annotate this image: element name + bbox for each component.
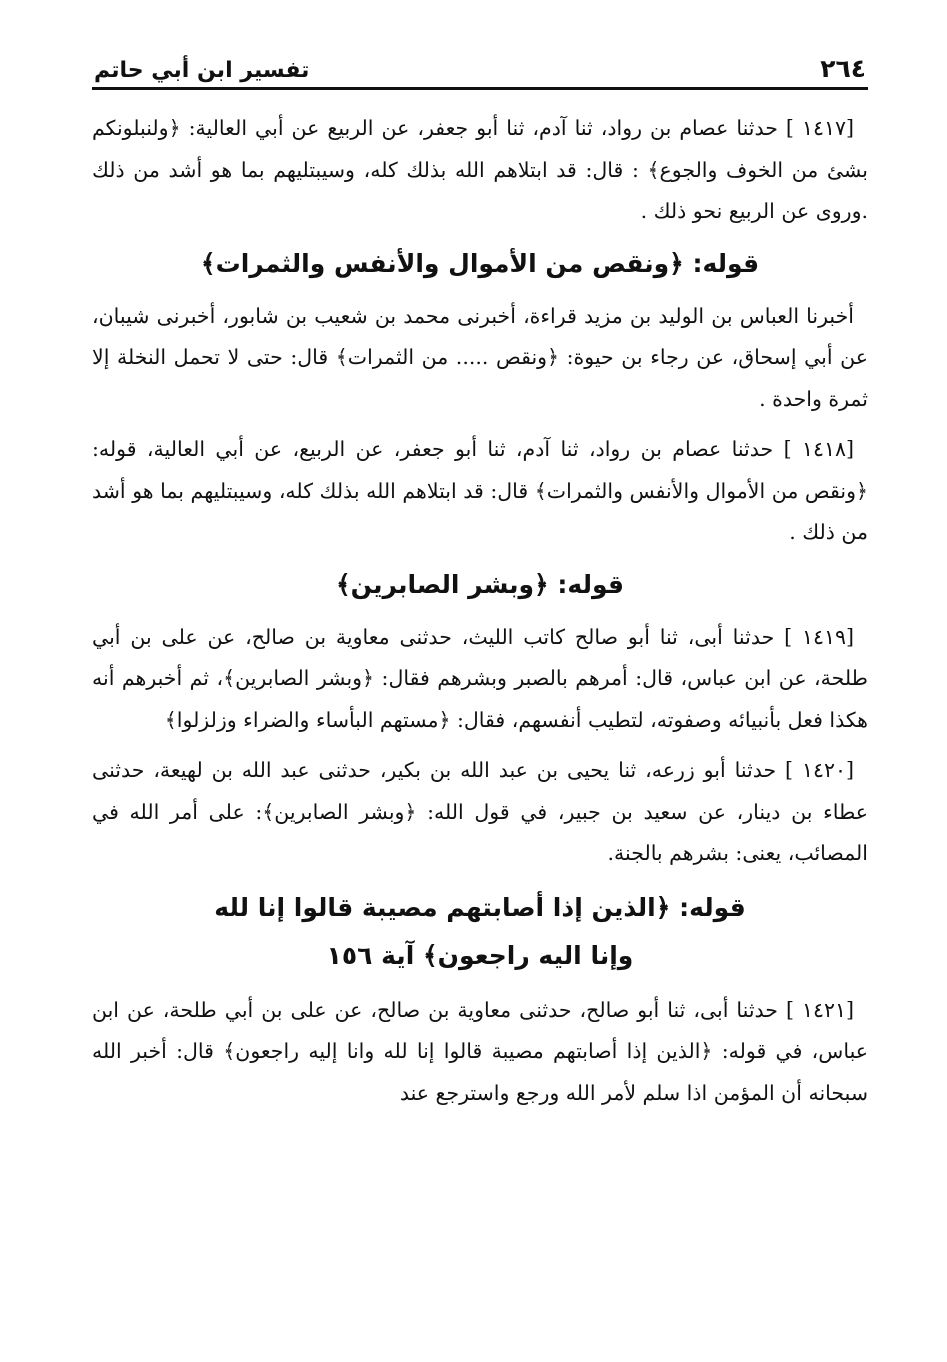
book-page: [92, 40, 868, 1123]
narration-1419: [١٤١٩ ] حدثنا أبى، ثنا أبو صالح كاتب الليث، حدثنى معاوية بن صالح، عن على بن أبي طلحة، عن ابن عباس، قال: أمرهم بالصبر وبشرهم فقال: ﴿وبشر الصابرين﴾، ثم أخبرهم أنه هكذا فعل بأنبيائه وصفوته، لتطيب أنفسهم، فقال: ﴿مستهم البأساء والضراء وزلزلوا﴾: [92, 624, 868, 732]
heading-line-1: قوله: ﴿الذين إذا أصابتهم مصيبة قالوا إنا لله: [214, 892, 746, 922]
section-heading-alladhina: [92, 884, 868, 980]
narration-1420: [١٤٢٠ ] حدثنا أبو زرعه، ثنا يحيى بن عبد الله بن بكير، حدثنى عبد الله بن لهيعة، حدثنى عطاء بن دينار، عن سعيد بن جبير، في قول الله: ﴿وبشر الصابرين﴾: على أمر الله في المصائب، يعنى: بشرهم بالجنة.: [92, 758, 868, 865]
heading-line-2: وإنا اليه راجعون﴾ آية ١٥٦: [326, 940, 634, 970]
page-body: [92, 108, 868, 1114]
book-title: تفسير ابن أبي حاتم: [94, 58, 310, 83]
running-header: [92, 40, 868, 90]
narration-1418: [١٤١٨ ] حدثنا عصام بن رواد، ثنا آدم، ثنا أبو جعفر، عن الربيع، عن أبي العالية، قوله: ﴿ونقص من الأموال والأنفس والثمرات﴾ قال: قد ابتلاهم الله بذلك كله، وسيبتليهم بما هو أشد من ذلك .: [92, 437, 868, 544]
narration-abbas-ibn-walid: أخبرنا العباس بن الوليد بن مزيد قراءة، أخبرنى محمد بن شعيب بن شابور، أخبرنى شيبان، عن أبي إسحاق، عن رجاء بن حيوة: ﴿ونقص ..... من الثمرات﴾ قال: حتى لا تحمل النخلة إلا ثمرة واحدة .: [92, 303, 868, 411]
section-heading-wanaqs: قوله: ﴿ونقص من الأموال والأنفس والثمرات﴾: [200, 248, 760, 278]
narration-1421: [١٤٢١ ] حدثنا أبى، ثنا أبو صالح، حدثنى معاوية بن صالح، عن على بن أبي طلحة، عن ابن عباس، في قوله: ﴿الذين إذا أصابتهم مصيبة قالوا إنا لله وانا إليه راجعون﴾ قال: أخبر الله سبحانه أن المؤمن اذا سلم لأمر الله ورجع واسترجع عند: [92, 997, 868, 1105]
narration-1417: [١٤١٧ ] حدثنا عصام بن رواد، ثنا آدم، ثنا أبو جعفر، عن الربيع عن أبي العالية: ﴿ولنبلونكم بشئ من الخوف والجوع﴾ : قال: قد ابتلاهم الله بذلك كله، وسيبتليهم بما هو أشد من ذلك .وروى عن الربيع نحو ذلك .: [92, 116, 868, 223]
page-number: ٢٦٤: [820, 54, 866, 83]
section-heading-wabashshir: قوله: ﴿وبشر الصابرين﴾: [335, 569, 624, 599]
